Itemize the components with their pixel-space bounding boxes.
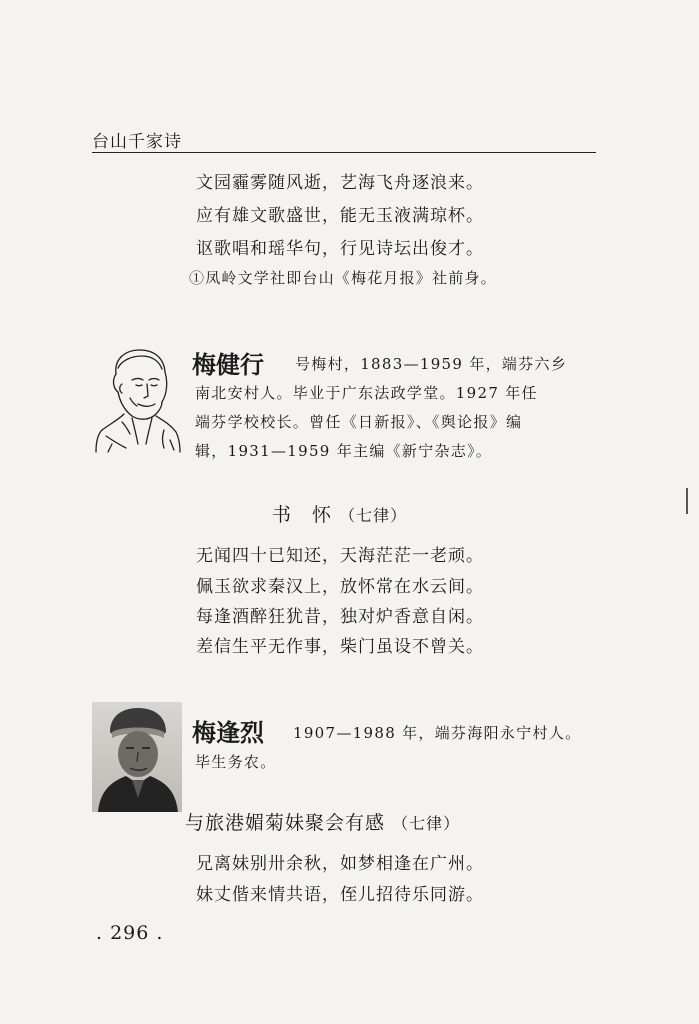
poet1-bio-line-4: 辑，1931—1959 年主编《新宁杂志》。 (195, 442, 493, 460)
scan-edge-mark (686, 488, 688, 514)
poem-form: （七律） (392, 814, 461, 833)
poet1-name: 梅健行 (192, 351, 264, 379)
poet2-bio-line-1: 1907—1988 年，端芬海阳永宁村人。 (293, 724, 582, 742)
prev-poem-line-2: 应有雄文歌盛世，能无玉液满琼杯。 (196, 206, 484, 226)
page-number: . 296 . (96, 922, 164, 944)
poet1-bio-line-1: 号梅村，1883—1959 年，端芬六乡 (295, 355, 568, 373)
poem-form: （七律） (339, 506, 408, 525)
poet1-poem-line-3: 每逢酒醉狂犹昔，独对炉香意自闲。 (196, 607, 484, 627)
poet1-bio-line-2: 南北安村人。毕业于广东法政学堂。1927 年任 (195, 384, 538, 402)
poet1-poem-line-4: 差信生平无作事，柴门虽设不曾关。 (196, 637, 484, 657)
poet2-poem-line-2: 妹丈偕来情共语，侄儿招待乐同游。 (196, 885, 484, 905)
poet2-portrait-photo (92, 702, 182, 812)
poet1-portrait-sketch (92, 344, 182, 456)
poet1-bio-line-3: 端芬学校校长。曾任《日新报》、《舆论报》编 (195, 413, 523, 431)
footnote: ①凤岭文学社即台山《梅花月报》社前身。 (189, 269, 497, 287)
poem-title-text: 与旅港媚菊妹聚会有感 (185, 812, 386, 834)
poet1-poem-title (272, 500, 407, 527)
prev-poem-line-3: 讴歌唱和瑶华句，行见诗坛出俊才。 (196, 239, 484, 259)
header-rule (92, 152, 596, 153)
prev-poem-line-1: 文园霾雾随风逝，艺海飞舟逐浪来。 (196, 173, 484, 193)
poet2-poem-title (185, 808, 460, 835)
running-header: 台山千家诗 (92, 132, 182, 152)
poet1-poem-line-2: 佩玉欲求秦汉上，放怀常在水云间。 (196, 577, 484, 597)
poet2-poem-line-1: 兄离妹别卅余秋，如梦相逢在广州。 (196, 854, 484, 874)
poet2-bio-line-2: 毕生务农。 (195, 753, 277, 771)
poet2-name: 梅逢烈 (192, 719, 264, 747)
poet1-poem-line-1: 无闻四十已知还，天海茫茫一老顽。 (196, 546, 484, 566)
poem-title-text: 书 怀 (272, 504, 333, 526)
